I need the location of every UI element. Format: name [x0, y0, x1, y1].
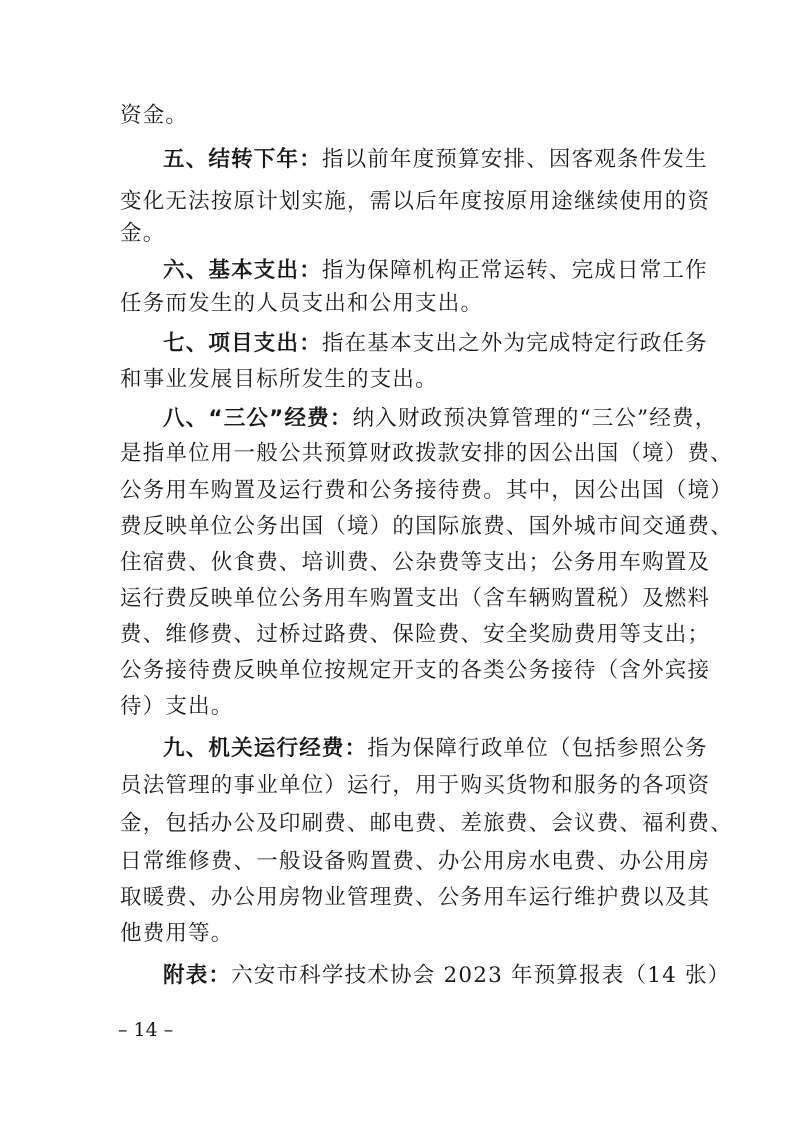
line-text: 费反映单位公务出国（境）的国际旅费、国外城市间交通费、: [120, 514, 733, 539]
line-text: 他费用等。: [120, 921, 234, 946]
section-9-first-line: [163, 734, 708, 764]
section-5-heading: 五、结转下年：: [163, 147, 322, 172]
text-line-13: [120, 548, 711, 578]
appendix-line: [163, 961, 731, 991]
text-line-20: [120, 809, 733, 839]
text-line-1: [120, 101, 680, 131]
line-text: 指为保障机构正常运转、完成日常工作: [321, 258, 708, 283]
text-line-19: [120, 771, 711, 801]
text-line-8: [120, 365, 680, 395]
line-text: 变化无法按原计划实施，需以后年度按原用途继续使用的资: [120, 189, 711, 214]
text-line-17: [120, 692, 680, 722]
line-text: 指以前年度预算安排、因客观条件发生: [321, 147, 708, 172]
section-7-first-line: [163, 329, 708, 359]
section-7-heading: 七、项目支出：: [163, 331, 322, 356]
line-text: 公务接待费反映单位按规定开支的各类公务接待（含外宾接: [120, 658, 711, 683]
line-text: 待）支出。: [120, 694, 234, 719]
text-line-15: [120, 620, 711, 650]
text-line-14: [120, 584, 711, 614]
line-text: 纳入财政预决算管理的“三公”经费，: [352, 406, 718, 431]
line-text: 指在基本支出之外为完成特定行政任务: [321, 331, 708, 356]
section-8-heading: 八、“三公”经费：: [163, 406, 353, 431]
line-text: 金。: [120, 221, 166, 246]
text-line-6: [120, 289, 680, 319]
text-line-10: [120, 439, 733, 469]
text-line-4: [120, 219, 680, 249]
line-text: 日常维修费、一般设备购置费、办公用房水电费、办公用房: [120, 849, 711, 874]
line-text: 金，包括办公及印刷费、邮电费、差旅费、会议费、福利费、: [120, 811, 733, 836]
appendix-text: 六安市科学技术协会 2023 年预算报表（14 张）: [231, 963, 731, 988]
page-number: – 14 –: [118, 1019, 174, 1041]
section-5-first-line: [163, 145, 708, 175]
line-text: 住宿费、伙食费、培训费、公杂费等支出；公务用车购置及: [120, 550, 711, 575]
line-text: 取暖费、办公用房物业管理费、公务用车运行维护费以及其: [120, 885, 711, 910]
section-8-first-line: [163, 404, 718, 434]
text-line-22: [120, 883, 711, 913]
appendix-heading: 附表：: [163, 963, 232, 988]
text-line-21: [120, 847, 711, 877]
line-text: 资金。: [120, 103, 189, 128]
text-line-12: [120, 512, 733, 542]
line-text: 费、维修费、过桥过路费、保险费、安全奖励费用等支出；: [120, 622, 711, 647]
line-text: 指为保障行政单位（包括参照公务: [367, 736, 708, 761]
section-6-first-line: [163, 256, 708, 286]
line-text: 员法管理的事业单位）运行，用于购买货物和服务的各项资: [120, 773, 711, 798]
text-line-16: [120, 656, 711, 686]
line-text: 任务而发生的人员支出和公用支出。: [120, 291, 484, 316]
line-text: 和事业发展目标所发生的支出。: [120, 367, 438, 392]
text-line-11: [120, 476, 733, 506]
line-text: 是指单位用一般公共预算财政拨款安排的因公出国（境）费、: [120, 441, 733, 466]
text-line-3: [120, 187, 711, 217]
text-line-23: [120, 919, 680, 949]
section-6-heading: 六、基本支出：: [163, 258, 322, 283]
line-text: 运行费反映单位公务用车购置支出（含车辆购置税）及燃料: [120, 586, 711, 611]
section-9-heading: 九、机关运行经费：: [163, 736, 368, 761]
line-text: 公务用车购置及运行费和公务接待费。其中，因公出国（境）: [120, 478, 733, 503]
